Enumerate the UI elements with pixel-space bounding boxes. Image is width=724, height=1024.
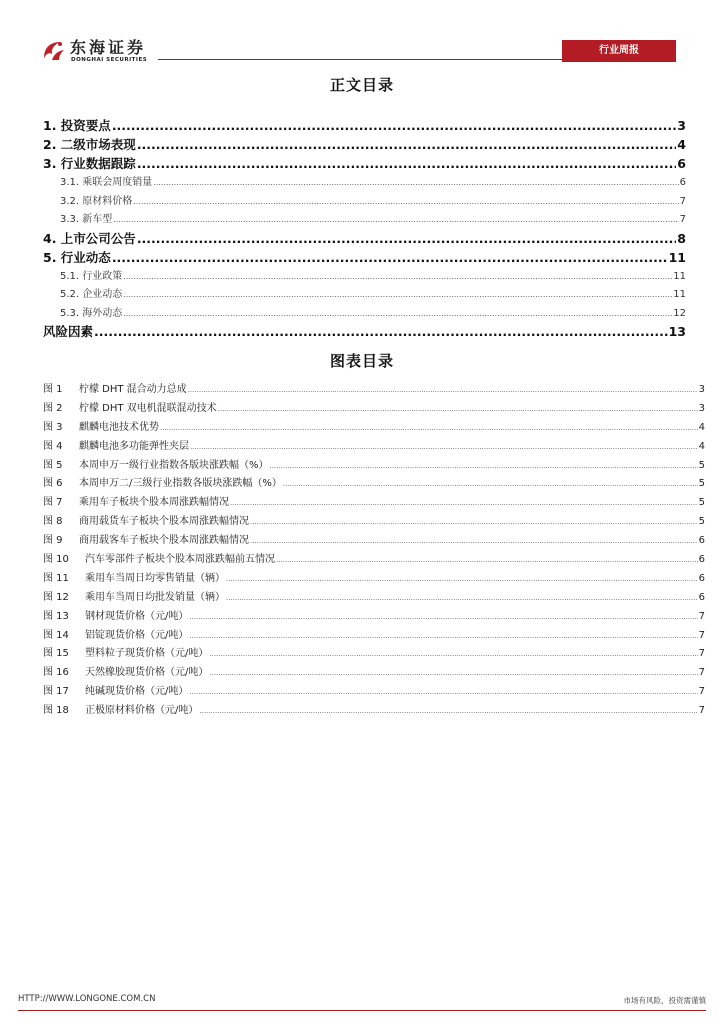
figure-list	[43, 380, 705, 720]
figure-label: 铝锭现货价格（元/吨）	[85, 629, 189, 641]
toc-leader	[153, 178, 678, 187]
toc-list	[43, 116, 686, 341]
figure-label: 柠檬 DHT 混合动力总成	[79, 384, 187, 395]
toc-entry-page: 13	[668, 324, 686, 339]
toc-entry-label: 4. 上市公司公告	[43, 230, 136, 246]
figure-number: 图 6	[43, 478, 63, 490]
figure-entry[interactable]	[43, 437, 705, 456]
toc-entry-label: 1. 投资要点	[43, 118, 111, 133]
figure-page: 4	[698, 440, 705, 452]
toc-entry[interactable]	[43, 322, 686, 341]
figure-number: 图 18	[43, 705, 69, 717]
figure-label: 麒麟电池技术优势	[79, 421, 159, 433]
toc-entry-page: 8	[677, 230, 686, 246]
figure-leader	[160, 424, 698, 432]
figure-page: 7	[698, 610, 705, 622]
figure-entry[interactable]	[43, 701, 705, 720]
figure-number: 图 5	[43, 459, 63, 471]
figure-leader	[189, 688, 697, 696]
figure-number: 图 1	[43, 384, 63, 395]
figure-number: 图 7	[43, 497, 63, 509]
toc-leader	[113, 215, 678, 224]
figure-entry[interactable]	[43, 531, 705, 550]
figure-leader	[190, 443, 698, 451]
figure-label: 乘用车子板块个股本周涨跌幅情况	[79, 497, 229, 509]
figure-number: 图 4	[43, 440, 63, 452]
figure-number: 图 11	[43, 572, 69, 584]
figure-page: 5	[698, 459, 705, 471]
footer-url[interactable]: HTTP://WWW.LONGONE.COM.CN	[18, 994, 156, 1004]
figure-page: 7	[698, 705, 705, 717]
figure-entry[interactable]	[43, 663, 705, 682]
figure-number: 图 13	[43, 610, 69, 622]
figure-leader	[270, 462, 698, 470]
company-logo	[40, 38, 170, 68]
figure-entry[interactable]	[43, 682, 705, 701]
toc-entry-page: 3	[677, 118, 686, 133]
figure-leader	[276, 556, 698, 564]
figure-number: 图 12	[43, 591, 69, 603]
toc-entry-label: 2. 二级市场表现	[43, 137, 136, 152]
toc-entry-page: 11	[668, 249, 686, 265]
figure-label: 本周申万二/三级行业指数各版块涨跌幅（%）	[79, 478, 282, 490]
figure-number: 图 3	[43, 421, 63, 433]
figure-entry[interactable]	[43, 644, 705, 663]
figure-label: 乘用车当周日均零售销量（辆）	[85, 572, 225, 584]
figure-leader	[209, 650, 697, 658]
figure-entry[interactable]	[43, 550, 705, 569]
footer-divider	[18, 1010, 706, 1011]
toc-subentry-label: 3.3. 新车型	[60, 214, 113, 225]
figure-leader	[188, 386, 698, 394]
figure-leader	[230, 499, 698, 507]
figure-number: 图 16	[43, 667, 69, 679]
figure-entry[interactable]	[43, 626, 705, 645]
figure-page: 3	[698, 402, 705, 414]
figure-leader	[199, 707, 697, 715]
figure-entry[interactable]	[43, 588, 705, 607]
figure-label: 汽车零部件子板块个股本周涨跌幅前五情况	[85, 554, 275, 566]
figure-leader	[218, 405, 698, 413]
figure-label: 柠檬 DHT 双电机混联混动技术	[79, 402, 217, 414]
figure-label: 正极原材料价格（元/吨）	[85, 705, 199, 717]
figure-number: 图 2	[43, 402, 63, 414]
page-header	[0, 0, 724, 70]
figure-leader	[226, 594, 698, 602]
figure-page: 3	[698, 384, 705, 395]
toc-subentry-page: 7	[679, 214, 686, 225]
toc-entry-label: 风险因素	[43, 324, 94, 339]
toc-entry-label: 5. 行业动态	[43, 249, 111, 265]
toc-leader	[137, 137, 676, 152]
figure-page: 4	[698, 421, 705, 433]
toc-leader	[123, 290, 672, 299]
toc-leader	[94, 324, 668, 339]
figure-leader	[250, 537, 698, 545]
figure-label: 本周申万一级行业指数各版块涨跌幅（%）	[79, 459, 269, 471]
figure-page: 6	[698, 535, 705, 547]
donghai-logo-icon	[40, 38, 66, 64]
toc-subentry[interactable]	[43, 210, 686, 229]
logo-english-name: DONGHAI SECURITIES	[71, 57, 148, 63]
figure-leader	[283, 480, 698, 488]
toc-subentry-label: 5.2. 企业动态	[60, 289, 123, 300]
figure-label: 钢材现货价格（元/吨）	[85, 610, 189, 622]
toc-subentry-label: 5.1. 行业政策	[60, 270, 123, 282]
footer-disclaimer: 市场有风险，投资需谨慎	[623, 996, 706, 1005]
figure-leader	[226, 575, 698, 583]
figure-entry[interactable]	[43, 493, 705, 512]
toc-entry[interactable]	[43, 135, 686, 154]
toc-subentry-page: 7	[679, 195, 686, 207]
logo-chinese-name: 东海证券	[70, 38, 147, 57]
toc-entry[interactable]	[43, 229, 686, 248]
figure-page: 5	[698, 478, 705, 490]
toc-subentry-label: 5.3. 海外动态	[60, 307, 123, 319]
header-divider	[158, 59, 562, 60]
toc-leader	[137, 231, 676, 246]
figure-number: 图 17	[43, 686, 69, 698]
figure-page: 6	[698, 572, 705, 584]
figure-page: 7	[698, 686, 705, 698]
toc-subentry[interactable]	[43, 304, 686, 323]
figure-leader	[189, 632, 697, 640]
toc-subentry[interactable]	[43, 267, 686, 286]
figure-label: 商用载货车子板块个股本周涨跌幅情况	[79, 516, 249, 528]
figure-label: 纯碱现货价格（元/吨）	[85, 686, 189, 698]
toc-leader	[133, 197, 678, 206]
toc-entry[interactable]	[43, 154, 686, 173]
toc-subentry-page: 11	[673, 289, 686, 300]
toc-subentry[interactable]	[43, 285, 686, 304]
figure-entry[interactable]	[43, 569, 705, 588]
figure-page: 6	[698, 591, 705, 603]
figure-page: 5	[698, 497, 705, 509]
report-type-badge: 行业周报	[562, 40, 676, 62]
figure-label: 乘用车当周日均批发销量（辆）	[85, 591, 225, 603]
toc-entry-page: 4	[677, 137, 686, 152]
figure-page: 5	[698, 516, 705, 528]
toc-entry[interactable]	[43, 116, 686, 135]
toc-entry-label: 3. 行业数据跟踪	[43, 156, 136, 171]
figure-entry[interactable]	[43, 512, 705, 531]
toc-subentry-page: 11	[673, 270, 686, 282]
toc-leader	[112, 118, 676, 133]
toc-leader	[123, 309, 672, 318]
toc-entry[interactable]	[43, 248, 686, 267]
figure-page: 7	[698, 648, 705, 660]
figure-entry[interactable]	[43, 418, 705, 437]
figure-label: 塑料粒子现货价格（元/吨）	[85, 648, 209, 660]
figure-number: 图 14	[43, 629, 69, 641]
figure-label: 麒麟电池多功能弹性夹层	[79, 440, 189, 452]
toc-subentry-label: 3.1. 乘联会周度销量	[60, 177, 153, 188]
toc-subentry[interactable]	[43, 192, 686, 211]
toc-subentry-page: 6	[679, 177, 686, 188]
figure-page: 7	[698, 667, 705, 679]
figure-label: 天然橡胶现货价格（元/吨）	[85, 667, 209, 679]
toc-entry-page: 6	[677, 156, 686, 171]
toc-leader	[112, 250, 668, 265]
toc-title: 正文目录	[329, 76, 394, 94]
figure-page: 6	[698, 554, 705, 566]
figure-leader	[189, 613, 697, 621]
figure-entry[interactable]	[43, 474, 705, 493]
figure-entry[interactable]	[43, 399, 705, 418]
toc-subentry-page: 12	[673, 307, 686, 319]
figure-index-title: 图表目录	[329, 352, 394, 370]
toc-leader	[123, 272, 672, 281]
figure-label: 商用载客车子板块个股本周涨跌幅情况	[79, 535, 249, 547]
figure-number: 图 9	[43, 535, 63, 547]
toc-subentry-label: 3.2. 原材料价格	[60, 195, 133, 207]
figure-number: 图 8	[43, 516, 63, 528]
figure-leader	[209, 669, 697, 677]
toc-leader	[137, 156, 676, 171]
figure-number: 图 15	[43, 648, 69, 660]
figure-entry[interactable]	[43, 456, 705, 475]
figure-entry[interactable]	[43, 380, 705, 399]
figure-entry[interactable]	[43, 607, 705, 626]
figure-number: 图 10	[43, 554, 69, 566]
figure-leader	[250, 518, 698, 526]
figure-page: 7	[698, 629, 705, 641]
toc-subentry[interactable]	[43, 173, 686, 192]
